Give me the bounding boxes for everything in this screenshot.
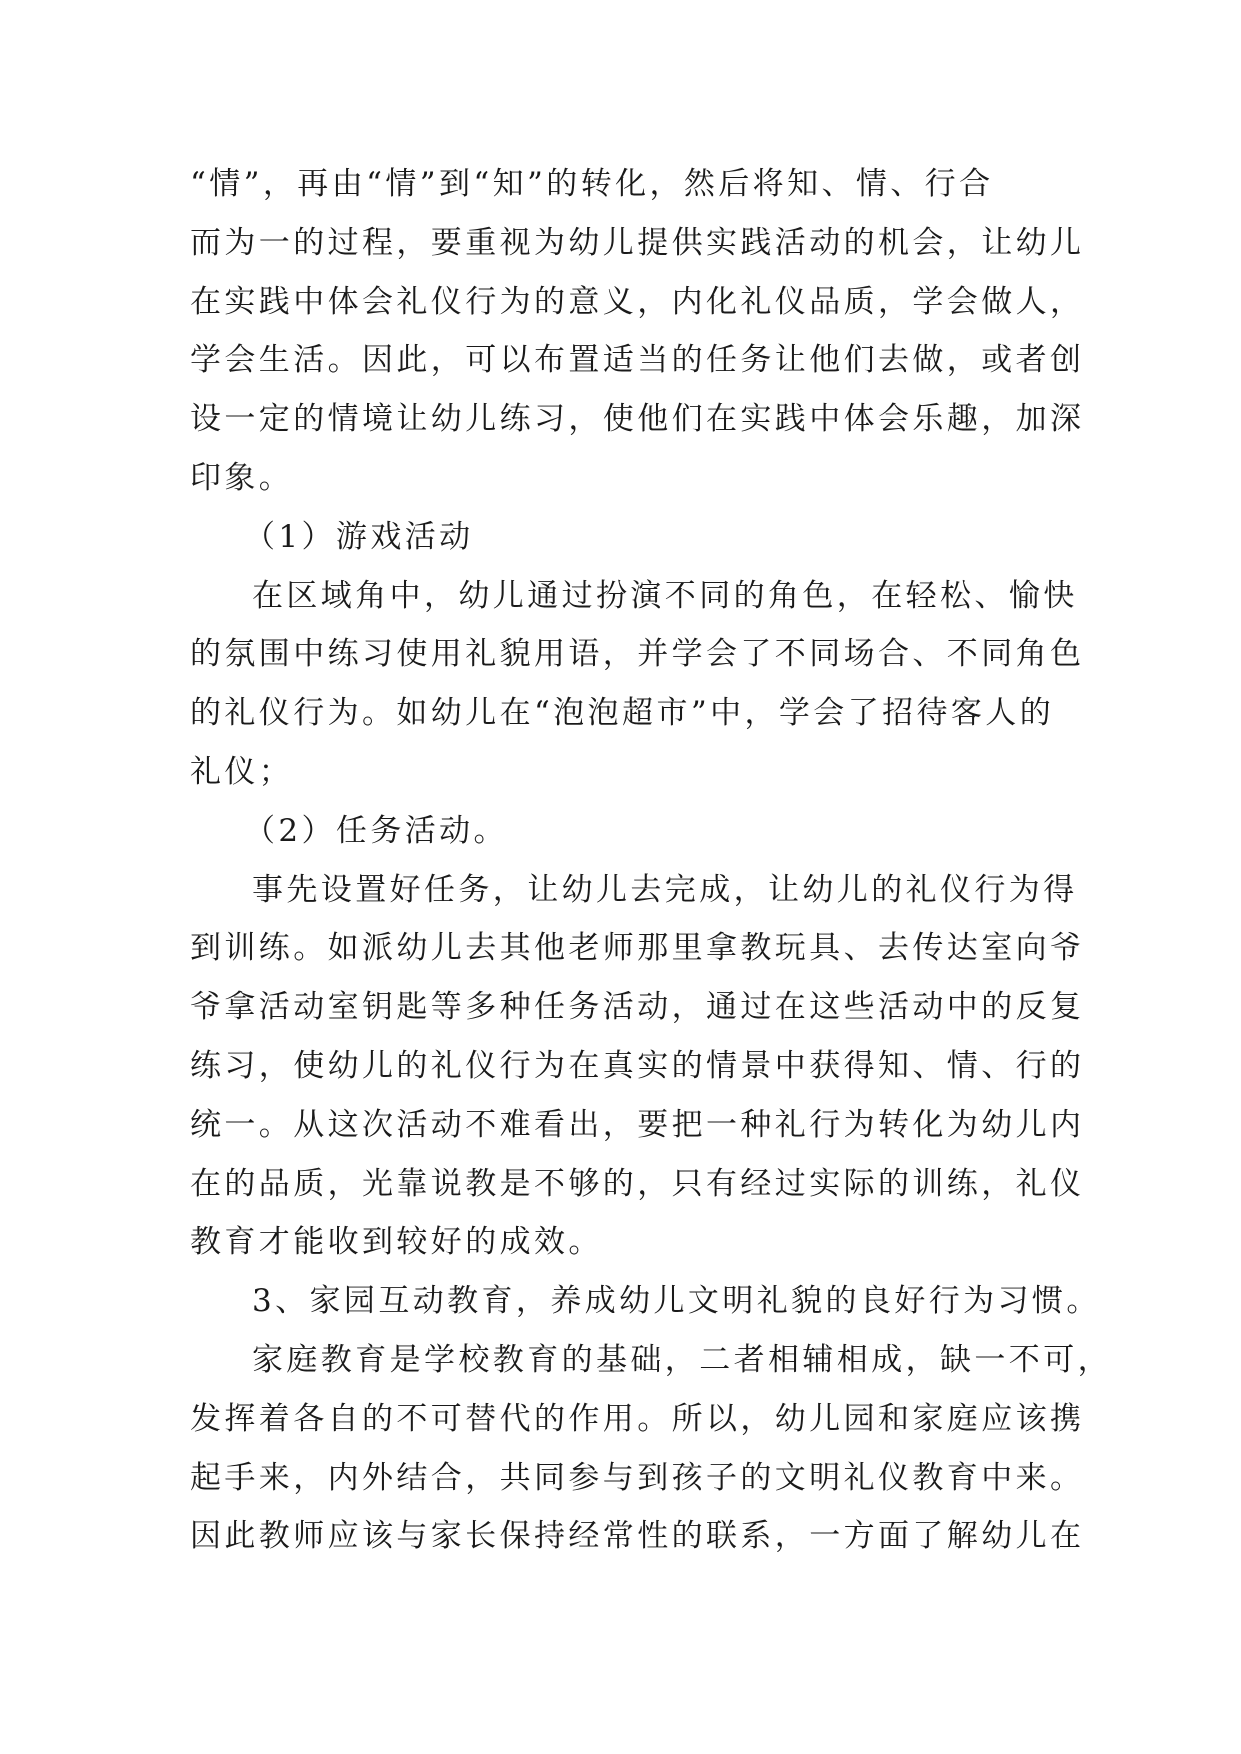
subheading-game-activity: （1）游戏活动 [244, 518, 474, 555]
paragraph-start: 事先设置好任务，让幼儿去完成，让幼儿的礼仪行为得 [252, 871, 1078, 908]
text-line: 的氛围中练习使用礼貌用语，并学会了不同场合、不同角色 [190, 636, 1085, 673]
text-line: 礼仪； [190, 753, 294, 790]
text-line: 练习，使幼儿的礼仪行为在真实的情景中获得知、情、行的 [190, 1047, 1085, 1084]
text-line: 到训练。如派幼儿去其他老师那里拿教玩具、去传达室向爷 [190, 930, 1085, 967]
text-line: 在实践中体会礼仪行为的意义，内化礼仪品质，学会做人， [190, 283, 1085, 320]
text-line: 起手来，内外结合，共同参与到孩子的文明礼仪教育中来。 [190, 1459, 1085, 1496]
text-line: 发挥着各自的不可替代的作用。所以，幼儿园和家庭应该携 [190, 1400, 1085, 1437]
body-text [190, 155, 1112, 1566]
text-line: “情”，再由“情”到“知”的转化，然后将知、情、行合 [190, 166, 994, 202]
text-line: 的礼仪行为。如幼儿在“泡泡超市”中，学会了招待客人的 [190, 695, 1055, 732]
text-line: 爷拿活动室钥匙等多种任务活动，通过在这些活动中的反复 [190, 989, 1085, 1026]
text-line: 设一定的情境让幼儿练习，使他们在实践中体会乐趣，加深 [190, 401, 1085, 438]
paragraph-start: 家庭教育是学校教育的基础，二者相辅相成，缺一不可， [252, 1341, 1112, 1378]
paragraph-start: 在区域角中，幼儿通过扮演不同的角色，在轻松、愉快 [252, 577, 1078, 614]
text-line: 学会生活。因此，可以布置适当的任务让他们去做，或者创 [190, 342, 1085, 379]
text-line: 在的品质，光靠说教是不够的，只有经过实际的训练，礼仪 [190, 1165, 1085, 1202]
text-line: 而为一的过程，要重视为幼儿提供实践活动的机会，让幼儿 [190, 224, 1085, 261]
text-line: 印象。 [190, 459, 294, 496]
text-line: 教育才能收到较好的成效。 [190, 1224, 603, 1261]
text-line: 统一。从这次活动不难看出，要把一种礼行为转化为幼儿内 [190, 1106, 1085, 1143]
section-heading-home-school: 3、家园互动教育，养成幼儿文明礼貌的良好行为习惯。 [252, 1283, 1101, 1320]
text-line: 因此教师应该与家长保持经常性的联系，一方面了解幼儿在 [190, 1518, 1085, 1555]
subheading-task-activity: （2）任务活动。 [244, 812, 508, 849]
